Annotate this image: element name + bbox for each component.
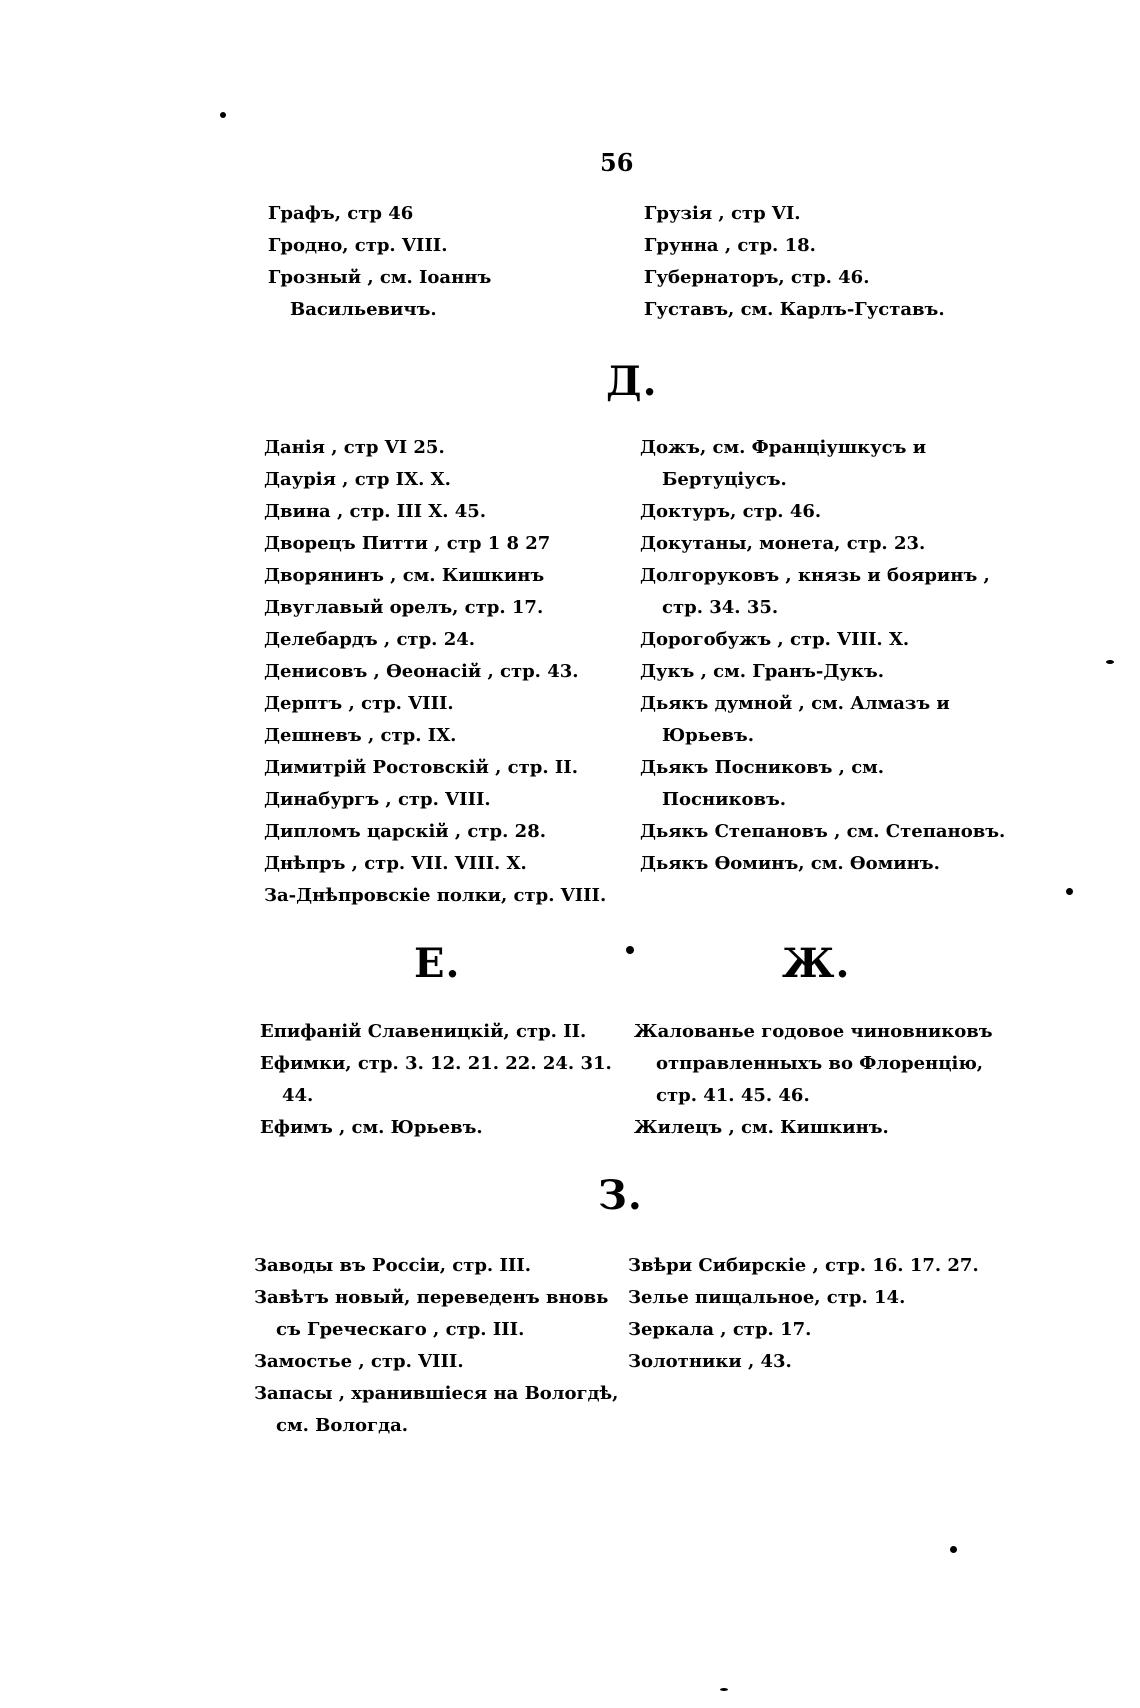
index-entry: Густавъ, см. Карлъ-Густавъ. xyxy=(644,299,945,320)
section-e-left-column xyxy=(260,1016,632,1144)
index-entry: Заводы въ Россіи, стр. III. xyxy=(254,1255,531,1276)
index-entry: Дворянинъ , см. Кишкинъ xyxy=(264,565,545,586)
section-g-left-column xyxy=(268,198,638,326)
scan-speck xyxy=(626,946,634,954)
scan-speck xyxy=(1066,888,1073,895)
index-entry: Дворецъ Питти , стр 1 8 27 xyxy=(264,533,551,554)
index-entry: Дьякъ думной , см. Алмазъ и Юрьевъ. xyxy=(640,693,950,746)
index-entry: Дожъ, см. Франціушкусъ и Бертуцiусъ. xyxy=(640,437,927,490)
scan-speck xyxy=(220,112,226,118)
section-g-right-column xyxy=(644,198,1004,326)
index-entry: Доктуръ, стр. 46. xyxy=(640,501,822,522)
index-entry: Дорогобужъ , стр. VIII. X. xyxy=(640,629,910,650)
index-entry: Грозный , см. Іоаннъ Васильевичъ. xyxy=(268,267,492,320)
index-entry: Зеркала , стр. 17. xyxy=(628,1319,812,1340)
index-entry: Двина , стр. III X. 45. xyxy=(264,501,487,522)
index-entry: Грузія , стр VI. xyxy=(644,203,801,224)
index-entry: Делебардъ , стр. 24. xyxy=(264,629,476,650)
index-entry: Дьякъ Степановъ , см. Степановъ. xyxy=(640,821,1006,842)
index-entry: Ефимки, стр. 3. 12. 21. 22. 24. 31. 44. xyxy=(260,1053,612,1106)
section-letter-z: З. xyxy=(598,1172,643,1219)
index-entry: Димитрій Ростовскій , стр. II. xyxy=(264,757,578,778)
section-z xyxy=(254,1250,998,1442)
index-entry: Завѣтъ новый, переведенъ вновь съ Греческаго , стр. III. xyxy=(254,1287,609,1340)
index-entry: Жалованье годовое чиновниковъ отправленныхъ во Флоренцію, стр. 41. 45. 46. xyxy=(634,1021,993,1106)
index-entry: Запасы , хранившіеся на Вологдѣ, см. Вологда. xyxy=(254,1383,619,1436)
index-entry: Днѣпръ , стр. VII. VIII. X. xyxy=(264,853,527,874)
index-entry: Звѣри Сибирскіе , стр. 16. 17. 27. xyxy=(628,1255,979,1276)
index-entry: Губернаторъ, стр. 46. xyxy=(644,267,870,288)
index-entry: Дукъ , см. Гранъ-Дукъ. xyxy=(640,661,884,682)
section-d xyxy=(264,432,1010,912)
scan-speck xyxy=(720,1688,728,1691)
index-entry: Ефимъ , см. Юрьевъ. xyxy=(260,1117,483,1138)
index-entry: Грунна , стр. 18. xyxy=(644,235,816,256)
section-e xyxy=(260,1016,1004,1144)
index-entry: Графъ, стр 46 xyxy=(268,203,414,224)
index-entry: Долгоруковъ , князь и бояринъ , стр. 34. 35. xyxy=(640,565,990,618)
index-entry: Жилецъ , см. Кишкинъ. xyxy=(634,1117,889,1138)
section-zh-right-column xyxy=(634,1016,1004,1144)
index-entry: За-Днѣпровскіе полки, стр. VIII. xyxy=(264,885,607,906)
index-entry: Зелье пищальное, стр. 14. xyxy=(628,1287,906,1308)
index-entry: Динабургъ , стр. VIII. xyxy=(264,789,491,810)
section-letter-zh: Ж. xyxy=(782,940,851,987)
page-number: 56 xyxy=(600,148,634,177)
index-entry: Дипломъ царскій , стр. 28. xyxy=(264,821,546,842)
index-entry: Даурія , стр IX. X. xyxy=(264,469,451,490)
index-entry: Докутаны, монета, стр. 23. xyxy=(640,533,926,554)
section-letter-d: Д. xyxy=(606,358,658,405)
index-entry: Дерптъ , стр. VIII. xyxy=(264,693,454,714)
index-entry: Дешневъ , стр. IX. xyxy=(264,725,457,746)
section-letter-e: Е. xyxy=(414,940,461,987)
index-entry: Денисовъ , Өеонасій , стр. 43. xyxy=(264,661,579,682)
index-entry: Дьякъ Өоминъ, см. Өоминъ. xyxy=(640,853,940,874)
scan-speck xyxy=(1106,660,1114,664)
index-entry: Епифаній Славеницкій, стр. II. xyxy=(260,1021,587,1042)
index-entry: Замостье , стр. VIII. xyxy=(254,1351,464,1372)
section-d-left-column xyxy=(264,432,636,912)
section-g xyxy=(268,198,1004,326)
section-z-left-column xyxy=(254,1250,626,1442)
index-entry: Данія , стр VI 25. xyxy=(264,437,445,458)
index-entry: Двуглавый орелъ, стр. 17. xyxy=(264,597,544,618)
index-entry: Золотники , 43. xyxy=(628,1351,792,1372)
index-entry: Дьякъ Посниковъ , см. Посниковъ. xyxy=(640,757,885,810)
scan-speck xyxy=(950,1546,957,1553)
index-entry: Гродно, стр. VIII. xyxy=(268,235,448,256)
section-d-right-column xyxy=(640,432,1010,912)
section-z-right-column xyxy=(628,1250,998,1442)
